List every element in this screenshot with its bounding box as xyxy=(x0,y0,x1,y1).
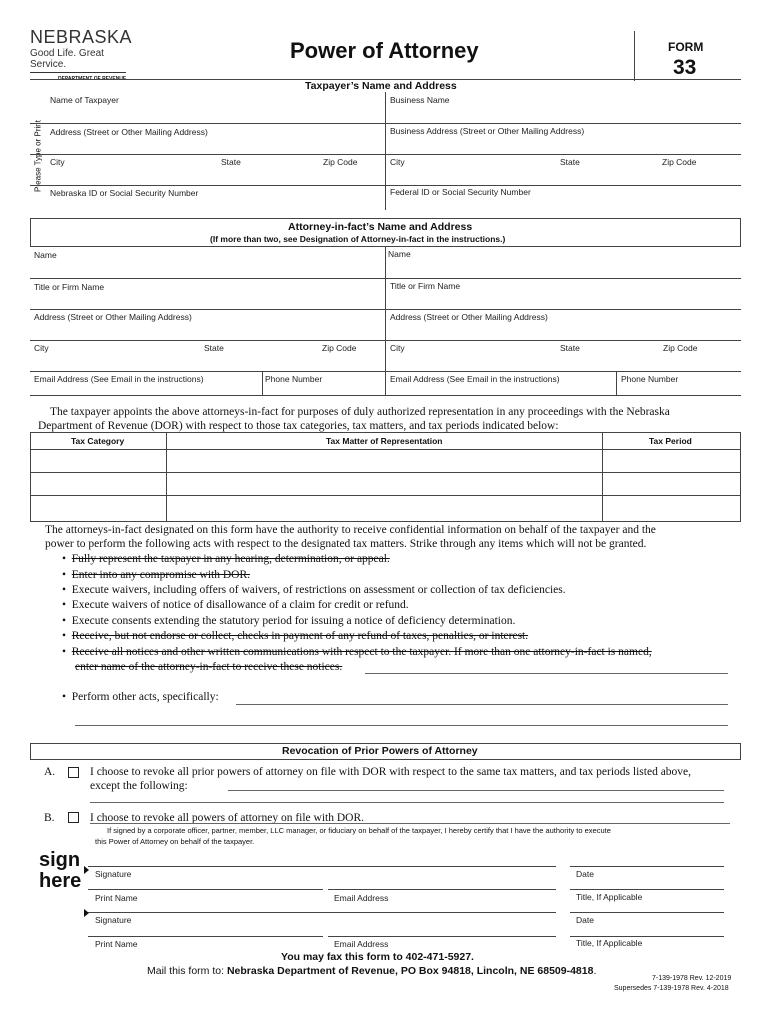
tax-row-2-matter[interactable] xyxy=(167,473,602,495)
tax-row-2-period[interactable] xyxy=(603,473,740,495)
authority-item-1: • Fully represent the taxpayer in any hearing, determination, or appeal. xyxy=(62,553,390,565)
appointment-line-2: Department of Revenue (DOR) with respect to those tax categories, tax matters, and tax periods indicated below: xyxy=(38,420,559,432)
revocation-exceptions-line-2[interactable] xyxy=(90,802,724,803)
attorney2-city-field[interactable]: City xyxy=(390,343,405,353)
attorney1-email-field[interactable]: Email Address (See Email in the instructions) xyxy=(34,374,204,384)
sign-word: sign xyxy=(39,849,81,871)
email-2-field[interactable]: Email Address xyxy=(334,939,389,949)
taxpayer-address-field[interactable]: Address (Street or Other Mailing Address) xyxy=(50,127,208,137)
revocation-title: Revocation of Prior Powers of Attorney xyxy=(282,745,478,757)
other-acts-line-2[interactable] xyxy=(75,725,728,726)
logo-state: NEBRASKA xyxy=(30,27,133,47)
revocation-a-line-2: except the following: xyxy=(90,780,188,792)
authority-item-2: • Enter into any compromise with DOR. xyxy=(62,569,251,581)
attorney1-city-field[interactable]: City xyxy=(34,343,49,353)
signature-1-field[interactable]: Signature xyxy=(95,869,132,879)
authority-item-notices: • Receive all notices and other written communications with respect to the taxpayer. If more than one attorney-in-fact is named, xyxy=(62,646,652,658)
appointment-line-1: The taxpayer appoints the above attorneys-in-fact for purposes of duly authorized representation in any proceedings with the Nebraska xyxy=(50,406,670,418)
tax-row-3-period[interactable] xyxy=(603,496,740,521)
authority-line-1: The attorneys-in-fact designated on this form have the authority to receive confidential information on behalf of the taxpayer and the xyxy=(45,524,656,536)
attorney2-zip-field[interactable]: Zip Code xyxy=(663,343,698,353)
sign-here-label xyxy=(39,850,81,892)
taxpayer-section-title: Taxpayer’s Name and Address xyxy=(305,80,457,92)
sign-arrow-2 xyxy=(84,909,89,917)
business-state-field[interactable]: State xyxy=(560,157,580,167)
tax-row-3-category[interactable] xyxy=(31,496,166,521)
revocation-exceptions-line-1[interactable] xyxy=(228,790,724,791)
attorney1-zip-field[interactable]: Zip Code xyxy=(322,343,357,353)
authority-item-5: • Execute consents extending the statutory period for issuing a notice of deficiency determination. xyxy=(62,615,516,627)
revocation-b-text: I choose to revoke all powers of attorney on file with DOR. xyxy=(90,812,365,824)
attorney2-state-field[interactable]: State xyxy=(560,343,580,353)
mail-notice: Mail this form to: Nebraska Department of Revenue, PO Box 94818, Lincoln, NE 68509-4818. xyxy=(147,965,597,977)
tax-matter-header: Tax Matter of Representation xyxy=(326,436,443,446)
tax-period-header: Tax Period xyxy=(649,436,692,446)
other-acts-label: • Perform other acts, specifically: xyxy=(62,691,219,703)
authority-item-3: • Execute waivers, including offers of waivers, of restrictions on assessment or collection of tax deficiencies. xyxy=(62,584,566,596)
date-1-field[interactable]: Date xyxy=(576,869,594,879)
attorney-section-title: Attorney-in-fact’s Name and Address xyxy=(288,221,473,233)
taxpayer-zip-field[interactable]: Zip Code xyxy=(323,157,358,167)
revocation-a-checkbox[interactable] xyxy=(68,767,79,778)
side-label: Please Type or Print xyxy=(33,120,43,192)
authority-item-4: • Execute waivers of notice of disallowance of a claim for credit or refund. xyxy=(62,599,409,611)
page-title: Power of Attorney xyxy=(290,38,479,63)
attorney1-title-field[interactable]: Title or Firm Name xyxy=(34,282,105,292)
authority-item-6: • Receive, but not endorse or collect, checks in payment of any refund of taxes, penalties, or interest. xyxy=(62,630,529,642)
tax-row-1-matter[interactable] xyxy=(167,450,602,472)
certification-line-2: this Power of Attorney on behalf of the taxpayer. xyxy=(95,837,255,846)
business-name-field[interactable]: Business Name xyxy=(390,95,450,105)
taxpayer-name-field[interactable]: Name of Taxpayer xyxy=(50,95,119,105)
revision-date: 7-139-1978 Rev. 12-2019 xyxy=(652,975,732,982)
tax-row-2-category[interactable] xyxy=(31,473,166,495)
form-number: 33 xyxy=(673,56,697,79)
authority-line-2: power to perform the following acts with respect to the designated tax matters. Strike through any items which will not be granted. xyxy=(45,538,647,550)
title-2-field[interactable]: Title, If Applicable xyxy=(576,938,643,948)
logo xyxy=(30,27,140,82)
tax-category-header: Tax Category xyxy=(71,436,125,446)
print-name-2-field[interactable]: Print Name xyxy=(95,939,138,949)
tax-row-3-matter[interactable] xyxy=(167,496,602,521)
attorney2-name-field[interactable]: Name xyxy=(388,249,411,259)
attorney1-state-field[interactable]: State xyxy=(204,343,224,353)
revocation-a-label: A. xyxy=(44,766,56,778)
logo-department: DEPARTMENT OF REVENUE xyxy=(58,76,127,82)
business-city-field[interactable]: City xyxy=(390,157,405,167)
attorney-section-subtitle: (If more than two, see Designation of Attorney-in-fact in the instructions.) xyxy=(210,234,506,244)
federal-id-field[interactable]: Federal ID or Social Security Number xyxy=(390,187,531,197)
attorney1-address-field[interactable]: Address (Street or Other Mailing Address) xyxy=(34,312,192,322)
email-1-field[interactable]: Email Address xyxy=(334,893,389,903)
supersedes-note: Supersedes 7-139-1978 Rev. 4-2018 xyxy=(614,985,729,992)
form-label: FORM xyxy=(668,40,704,54)
revocation-b-checkbox[interactable] xyxy=(68,812,79,823)
tax-table xyxy=(30,432,741,522)
attorney1-name-field[interactable]: Name xyxy=(34,250,57,260)
business-address-field[interactable]: Business Address (Street or Other Mailing Address) xyxy=(390,126,585,136)
signature-2-field[interactable]: Signature xyxy=(95,915,132,925)
attorney2-address-field[interactable]: Address (Street or Other Mailing Address) xyxy=(390,312,548,322)
business-zip-field[interactable]: Zip Code xyxy=(662,157,697,167)
attorney1-phone-field[interactable]: Phone Number xyxy=(265,374,323,384)
attorney2-phone-field[interactable]: Phone Number xyxy=(621,374,679,384)
tax-row-1-category[interactable] xyxy=(31,450,166,472)
attorney2-email-field[interactable]: Email Address (See Email in the instructions) xyxy=(390,374,560,384)
sign-arrow-1 xyxy=(84,866,89,874)
nebraska-id-field[interactable]: Nebraska ID or Social Security Number xyxy=(50,188,199,198)
title-1-field[interactable]: Title, If Applicable xyxy=(576,892,643,902)
logo-slogan: Good Life. Great Service. xyxy=(30,48,104,70)
attorney2-title-field[interactable]: Title or Firm Name xyxy=(390,281,461,291)
revocation-a-line-1: I choose to revoke all prior powers of attorney on file with DOR with respect to the same tax matters, and tax periods listed above, xyxy=(90,766,692,778)
date-2-field[interactable]: Date xyxy=(576,915,594,925)
revocation-b-label: B. xyxy=(44,812,55,824)
tax-row-1-period[interactable] xyxy=(603,450,740,472)
taxpayer-state-field[interactable]: State xyxy=(221,157,241,167)
print-name-1-field[interactable]: Print Name xyxy=(95,893,138,903)
authority-item-notices-line-2: enter name of the attorney-in-fact to receive these notices. xyxy=(75,661,343,673)
fax-notice: You may fax this form to 402-471-5927. xyxy=(281,951,474,963)
other-acts-line-1[interactable] xyxy=(236,704,728,705)
here-word: here xyxy=(39,870,82,892)
certification-line-1: If signed by a corporate officer, partner, member, LLC manager, or fiduciary on behalf of the taxpayer, I hereby certify that I have the authority to execute xyxy=(107,826,611,835)
taxpayer-city-field[interactable]: City xyxy=(50,157,65,167)
